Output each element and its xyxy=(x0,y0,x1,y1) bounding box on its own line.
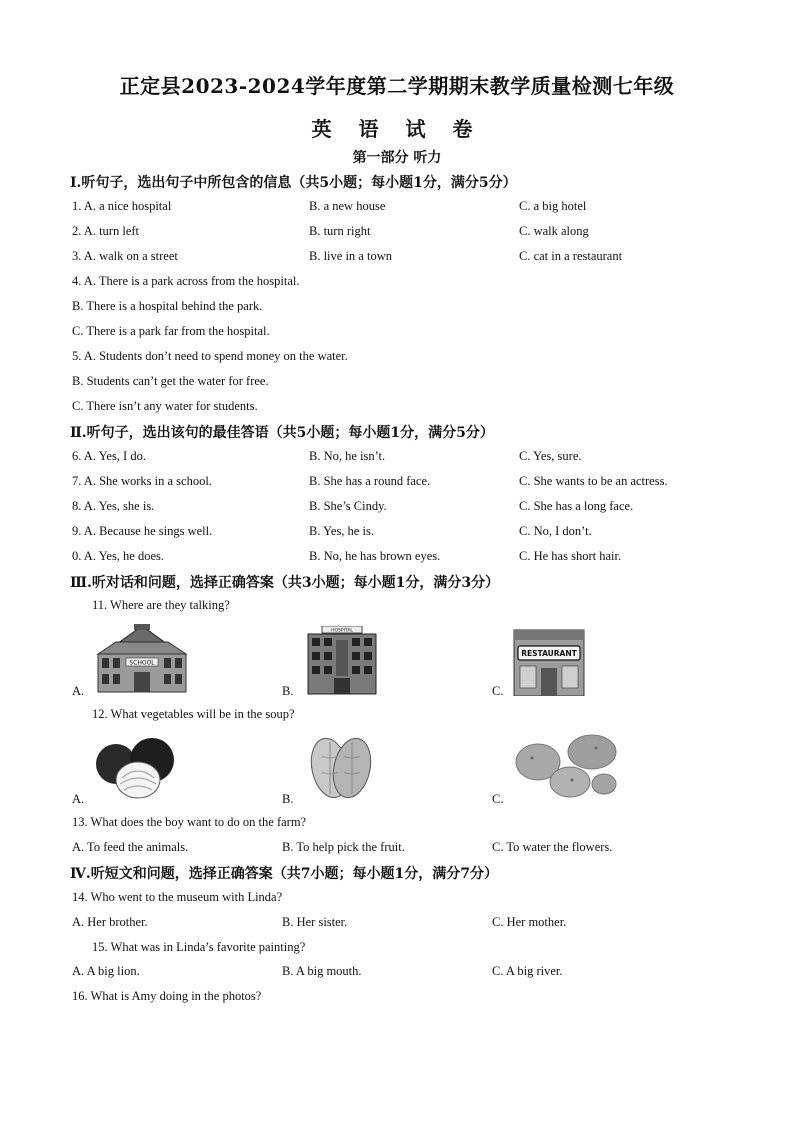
q1-option-c: C. a big hotel xyxy=(519,199,587,213)
q8-option-b: B. She’s Cindy. xyxy=(309,499,387,513)
restaurant-image xyxy=(512,628,586,696)
exam-title: 正定县2023-2024学年度第二学期期末教学质量检测七年级 xyxy=(119,74,675,98)
q2-option-c: C. walk along xyxy=(519,224,589,238)
q7-option-a: 7. A. She works in a school. xyxy=(72,474,212,488)
q3-option-c: C. cat in a restaurant xyxy=(519,249,623,263)
q11-option-b: B. xyxy=(282,684,294,698)
q13-option-b: B. To help pick the fruit. xyxy=(282,840,405,854)
school-image xyxy=(94,624,190,694)
q1-option-a: 1. A. a nice hospital xyxy=(72,199,172,213)
q8-option-a: 8. A. Yes, she is. xyxy=(72,499,155,513)
q14-option-b: B. Her sister. xyxy=(282,915,348,929)
q7-option-c: C. She wants to be an actress. xyxy=(519,474,668,488)
q12-option-a: A. xyxy=(72,792,85,806)
school-sign: SCHOOL xyxy=(129,659,155,667)
cabbage-image xyxy=(306,732,376,802)
q10-option-b: B. No, he has brown eyes. xyxy=(309,549,441,563)
q12-stem: 12. What vegetables will be in the soup? xyxy=(92,707,295,721)
q5-option-b: B. Students can’t get the water for free. xyxy=(72,374,269,388)
q14-option-a: A. Her brother. xyxy=(72,915,148,929)
q15-option-c: C. A big river. xyxy=(492,964,563,978)
q8-option-c: C. She has a long face. xyxy=(519,499,634,513)
part-heading: 第一部分 听力 xyxy=(352,150,442,166)
restaurant-sign: RESTAURANT xyxy=(521,649,577,658)
q15-option-a: A. A big lion. xyxy=(72,964,140,978)
q13-option-c: C. To water the flowers. xyxy=(492,840,613,854)
q9-option-c: C. No, I don’t. xyxy=(519,524,592,538)
q3-option-a: 3. A. walk on a street xyxy=(72,249,178,263)
q10-option-c: C. He has short hair. xyxy=(519,549,622,563)
hospital-sign: HOSPITAL xyxy=(331,628,353,634)
hospital-image xyxy=(306,626,378,696)
q2-option-a: 2. A. turn left xyxy=(72,224,140,238)
q5-option-c: C. There isn’t any water for students. xyxy=(72,399,258,413)
q9-option-a: 9. A. Because he sings well. xyxy=(72,524,213,538)
q11-stem: 11. Where are they talking? xyxy=(92,598,230,612)
section-2-heading: Ⅱ.听句子，选出该句的最佳答语（共5小题；每小题1分，满分5分） xyxy=(70,425,494,441)
q1-option-b: B. a new house xyxy=(309,199,386,213)
section-4-heading: Ⅳ.听短文和问题，选择正确答案（共7小题；每小题1分，满分7分） xyxy=(70,866,498,882)
section-1-heading: Ⅰ.听句子，选出句子中所包含的信息（共5小题；每小题1分，满分5分） xyxy=(70,175,517,191)
q9-option-b: B. Yes, he is. xyxy=(309,524,374,538)
q4-option-a: 4. A. There is a park across from the hospital. xyxy=(72,274,300,288)
q7-option-b: B. She has a round face. xyxy=(309,474,431,488)
q12-option-c: C. xyxy=(492,792,504,806)
q6-option-b: B. No, he isn’t. xyxy=(309,449,386,463)
exam-subject: 英 语 试 卷 xyxy=(311,117,483,141)
q14-stem: 14. Who went to the museum with Linda? xyxy=(72,890,283,904)
q3-option-b: B. live in a town xyxy=(309,249,392,263)
q13-stem: 13. What does the boy want to do on the farm? xyxy=(72,815,307,829)
q4-option-c: C. There is a park far from the hospital. xyxy=(72,324,270,338)
q15-option-b: B. A big mouth. xyxy=(282,964,362,978)
onions-image xyxy=(94,734,180,802)
section-3-heading: Ⅲ.听对话和问题，选择正确答案（共3小题；每小题1分，满分3分） xyxy=(70,575,500,591)
potatoes-image xyxy=(512,728,628,802)
q5-option-a: 5. A. Students don’t need to spend money on the water. xyxy=(72,349,348,363)
q4-option-b: B. There is a hospital behind the park. xyxy=(72,299,263,313)
q16-stem: 16. What is Amy doing in the photos? xyxy=(72,989,262,1003)
q14-option-c: C. Her mother. xyxy=(492,915,567,929)
q11-option-a: A. xyxy=(72,684,85,698)
q10-option-a: 0. A. Yes, he does. xyxy=(72,549,165,563)
q15-stem: 15. What was in Linda’s favorite painting? xyxy=(92,940,306,954)
q11-option-c: C. xyxy=(492,684,504,698)
q2-option-b: B. turn right xyxy=(309,224,371,238)
q12-option-b: B. xyxy=(282,792,294,806)
q13-option-a: A. To feed the animals. xyxy=(72,840,189,854)
q6-option-c: C. Yes, sure. xyxy=(519,449,582,463)
q6-option-a: 6. A. Yes, I do. xyxy=(72,449,146,463)
